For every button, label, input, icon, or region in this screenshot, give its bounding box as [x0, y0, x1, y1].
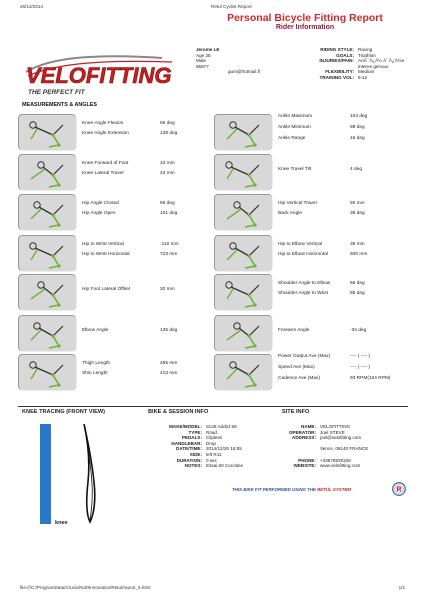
- measurement-label: Hip to Wrist Vertical: [82, 242, 124, 247]
- measurement-label: Shoulder Angle to Elbow: [278, 281, 331, 286]
- measurement-value: 85 deg: [350, 291, 365, 296]
- measurement-label: Speed Ave (Max): [278, 365, 315, 370]
- info-value: Clipless: [206, 435, 223, 441]
- field-label: INJURIES/PAIN:: [319, 58, 354, 64]
- rider-profile: [290, 47, 418, 81]
- measurement-row: [18, 191, 410, 232]
- measurement-values: [82, 191, 208, 232]
- measurement-cell-right: [214, 271, 404, 312]
- rider-pose-thumbnail: [18, 315, 76, 351]
- print-file-path: file:///C:/ProgramData/Crucial%20Innovation/Retul/report_5.html: [20, 585, 151, 590]
- measurement-label: Back Angle: [278, 211, 303, 216]
- measurement-line: [278, 291, 404, 298]
- info-row: [272, 463, 390, 469]
- measurement-value: -34 deg: [350, 328, 367, 333]
- measurement-label: Hip to Wrist Horizontal: [82, 252, 130, 257]
- measurement-label: Cadence Ave (Max): [278, 376, 321, 381]
- field-value: Medium: [358, 69, 375, 75]
- info-value: +33679830328: [320, 457, 351, 463]
- info-value: left R11: [206, 451, 222, 457]
- rider-pose-thumbnail: [18, 235, 76, 271]
- measurement-line: [82, 328, 208, 335]
- measurement-values: [278, 151, 404, 192]
- measurement-value: 16 deg: [350, 136, 365, 141]
- info-key: NAME:: [300, 424, 316, 429]
- measurement-line: [278, 328, 404, 335]
- measurement-value: 500 mm: [350, 252, 368, 257]
- measurement-values: [278, 351, 404, 392]
- measurement-line: [82, 131, 208, 138]
- svg-text:VELOFITTING: VELOFITTING: [26, 63, 172, 88]
- info-key: HANDLEBAR:: [171, 440, 202, 446]
- measurement-line: [82, 171, 208, 178]
- measurement-cell-right: [214, 232, 404, 273]
- measurement-line: [82, 371, 208, 378]
- info-key: PEDALS:: [181, 435, 202, 441]
- measurement-line: [82, 161, 208, 168]
- measurement-value: 43 mm: [160, 171, 175, 176]
- rider-name: Jerome LE: [196, 47, 220, 52]
- measurement-cell-right: [214, 312, 404, 353]
- field-label: GOALS:: [336, 52, 354, 58]
- measurement-line: [278, 211, 404, 218]
- info-value: Essai 60 Cocotine: [206, 463, 244, 469]
- measurement-label: Hip Angle Open: [82, 211, 116, 216]
- rider-pose-thumbnail: [214, 274, 272, 310]
- measurement-values: [82, 151, 208, 192]
- site-info-heading: SITE INFO: [282, 409, 310, 415]
- measurement-row: [18, 271, 410, 312]
- measurement-line: [278, 281, 404, 288]
- measurement-value: -110 mm: [160, 242, 179, 247]
- measurement-line: [278, 114, 404, 121]
- info-value: Drop: [206, 440, 216, 446]
- retul-banner: [232, 482, 410, 496]
- measurement-label: Forearm Angle: [278, 328, 310, 333]
- retul-text: [232, 487, 351, 492]
- measurement-row: [18, 351, 410, 392]
- measurement-line: [278, 376, 404, 383]
- measurement-line: [82, 242, 208, 249]
- measurement-cell-right: [214, 191, 404, 232]
- measurement-value: 138 deg: [160, 131, 178, 136]
- measurement-values: [82, 111, 208, 152]
- rider-pose-thumbnail: [214, 194, 272, 230]
- measurement-cell-left: [18, 232, 208, 273]
- measurement-values: [278, 111, 404, 152]
- measurement-row: [18, 232, 410, 273]
- measurement-label: Thigh Length: [82, 361, 111, 366]
- info-key: MAKE/MODEL:: [169, 424, 202, 429]
- knee-tracing-heading: KNEE TRACING (FRONT VIEW): [22, 409, 105, 415]
- measurement-label: Hip Foot Lateral Offset: [82, 287, 131, 292]
- measurement-value: 93 RPM(104 RPM): [350, 376, 391, 381]
- measurement-label: Knee Angle Flexion: [82, 121, 124, 126]
- print-title: Retul Cyclist Report: [211, 4, 252, 9]
- info-value: VELOFITTING: [320, 424, 351, 429]
- field-label: FLEXIBILITY:: [325, 69, 354, 75]
- field-label: RIDING STYLE:: [320, 47, 354, 52]
- measurement-values: [278, 312, 404, 353]
- measurement-values: [82, 351, 208, 392]
- rider-pose-thumbnail: [18, 154, 76, 190]
- measurement-row: [18, 151, 410, 192]
- measurement-cell-left: [18, 271, 208, 312]
- measurement-value: 66 deg: [350, 281, 365, 286]
- measurement-cell-left: [18, 151, 208, 192]
- measurement-label: Knee Travel Tilt: [278, 167, 312, 172]
- measurement-values: [82, 232, 208, 273]
- knee-label: knee: [55, 520, 68, 526]
- measurement-label: Hip Vertical Travel: [278, 201, 317, 206]
- measurement-line: [278, 201, 404, 208]
- measurement-value: 68 deg: [160, 121, 175, 126]
- measurement-line: [82, 201, 208, 208]
- field-value: 5-12: [358, 74, 368, 80]
- info-key: NOTES:: [184, 463, 202, 469]
- measurement-line: [278, 242, 404, 249]
- info-row: [272, 446, 390, 457]
- measurement-label: Shin Length: [82, 371, 108, 376]
- rider-identity: [196, 47, 261, 75]
- rider-pose-thumbnail: [214, 114, 272, 150]
- measurement-label: Hip Angle Closed: [82, 201, 119, 206]
- measurement-value: 20 mm: [160, 287, 175, 292]
- report-title: Personal Bicycle Fitting Report: [227, 12, 383, 24]
- field-value: AnÃ¯Â¿Â½ Ã¯Â¿Â½e interne genoux: [358, 58, 405, 69]
- measurement-line: [82, 211, 208, 218]
- info-key: TYPE:: [188, 429, 202, 435]
- measurement-value: 56 deg: [160, 201, 175, 206]
- measurement-label: Hip to Elbow Vertical: [278, 242, 322, 247]
- rider-pose-thumbnail: [18, 274, 76, 310]
- print-header: [20, 4, 405, 12]
- measurement-line: [82, 361, 208, 368]
- rider-pose-thumbnail: [18, 194, 76, 230]
- measurement-cell-right: [214, 151, 404, 192]
- measurement-value: 10 mm: [160, 161, 175, 166]
- measurement-row: [18, 312, 410, 353]
- measurement-value: 50 mm: [350, 201, 365, 206]
- info-value: 0 sec: [206, 457, 217, 463]
- measurement-value: 413 mm: [160, 371, 178, 376]
- measurement-cell-right: [214, 111, 404, 152]
- measurement-value: 39 deg: [350, 211, 365, 216]
- measurement-values: [278, 271, 404, 312]
- measurement-cell-left: [18, 312, 208, 353]
- measurement-value: 101 deg: [160, 211, 178, 216]
- rider-email[interactable]: gum@hotmail.fr: [228, 69, 261, 75]
- info-value: Road: [206, 429, 217, 435]
- retul-highlight: RETÜL SYSTEM: [317, 487, 351, 492]
- measurement-cell-left: [18, 351, 208, 392]
- measurement-label: Ankle Maximum: [278, 114, 313, 119]
- info-key: DATE/TIME:: [176, 446, 202, 452]
- measurement-line: [278, 125, 404, 132]
- info-key: DURATION:: [176, 457, 202, 463]
- measurement-value: 4 deg: [350, 167, 363, 172]
- retul-prefix: THIS BIKE FIT PERFORMED USING THE: [232, 487, 318, 492]
- svg-text:R: R: [396, 486, 402, 494]
- bike-session-info: [148, 424, 276, 469]
- print-page-number: 1/1: [398, 585, 405, 590]
- measurement-label: Ankle Range: [278, 136, 306, 141]
- rider-field-injuries: [290, 58, 418, 69]
- measurement-row: [18, 111, 410, 152]
- measurements-heading: MEASUREMENTS & ANGLES: [22, 102, 97, 108]
- measurement-value: ---- ( ---- ): [350, 354, 370, 359]
- velofitting-logo: [22, 52, 192, 100]
- rider-id: 95877: [196, 63, 209, 69]
- measurement-label: Elbow Angle: [82, 328, 109, 333]
- rider-pose-thumbnail: [214, 235, 272, 271]
- measurement-label: Knee Forward of Foot: [82, 161, 129, 166]
- measurement-line: [278, 252, 404, 259]
- measurement-cell-left: [18, 111, 208, 152]
- info-key: WEBSITE:: [293, 463, 316, 469]
- retul-badge-icon: [392, 482, 406, 496]
- measurement-line: [82, 252, 208, 259]
- measurement-values: [278, 232, 404, 273]
- rider-age: Age 25: [196, 52, 211, 58]
- rider-pose-thumbnail: [18, 354, 76, 390]
- report-subtitle: Rider Information: [275, 24, 335, 31]
- info-value: Vence, 06140 FRANCE: [320, 446, 369, 452]
- measurement-cell-right: [214, 351, 404, 392]
- field-value: Racing: [358, 47, 373, 52]
- info-value: Scott Addict 59: [206, 424, 237, 429]
- measurement-value: 455 mm: [160, 361, 178, 366]
- rider-sex: Male: [196, 58, 206, 64]
- rider-pose-thumbnail: [214, 315, 272, 351]
- info-value: 2014/12/26 16:55: [206, 446, 242, 452]
- info-value: joel@velofitting.com: [320, 435, 362, 441]
- measurement-label: Shoulder Angle to Wrist: [278, 291, 329, 296]
- measurement-label: Knee Angle Extension: [82, 131, 129, 136]
- knee-tracing-plot: [40, 422, 104, 530]
- measurement-line: [82, 287, 208, 294]
- measurement-line: [82, 121, 208, 128]
- measurement-value: ---- ( ---- ): [350, 365, 370, 370]
- rider-field-training-vol: [290, 75, 418, 81]
- measurement-value: 723 mm: [160, 252, 178, 257]
- measurement-values: [82, 271, 208, 312]
- measurement-values: [278, 191, 404, 232]
- rider-pose-thumbnail: [18, 114, 76, 150]
- rider-pose-thumbnail: [214, 154, 272, 190]
- measurement-value: 104 deg: [350, 114, 368, 119]
- section-divider: [18, 406, 408, 407]
- measurement-line: [278, 167, 404, 174]
- measurement-line: [278, 136, 404, 143]
- print-date: 26/12/2014: [20, 4, 43, 9]
- field-label: TRAINING VOL:: [319, 74, 354, 80]
- measurement-value: 39 mm: [350, 242, 365, 247]
- svg-text:THE PERFECT FIT: THE PERFECT FIT: [28, 89, 85, 96]
- site-info: [272, 424, 390, 469]
- info-value: www.velofitting.com: [320, 463, 361, 469]
- measurement-values: [82, 312, 208, 353]
- measurement-value: 135 deg: [160, 328, 178, 333]
- measurement-cell-left: [18, 191, 208, 232]
- info-row: [148, 463, 276, 469]
- info-key: ADDRESS:: [292, 435, 316, 441]
- field-value: Triathlon: [358, 52, 376, 58]
- measurement-label: Ankle Minimum: [278, 125, 311, 130]
- bike-session-heading: BIKE & SESSION INFO: [148, 409, 209, 415]
- info-value: Joel STEVE: [320, 429, 345, 435]
- measurement-line: [278, 354, 404, 361]
- measurement-line: [278, 365, 404, 372]
- rider-pose-thumbnail: [214, 354, 272, 390]
- measurement-value: 89 deg: [350, 125, 365, 130]
- info-key: [272, 446, 320, 457]
- info-key: PHONE:: [298, 457, 316, 463]
- measurement-label: Knee Lateral Travel: [82, 171, 124, 176]
- measurement-label: Hip to Elbow Horizontal: [278, 252, 328, 257]
- info-key: OPERATOR:: [288, 429, 316, 435]
- measurement-label: Power Output Ave (Max): [278, 354, 331, 359]
- info-key: SIDE:: [189, 451, 202, 457]
